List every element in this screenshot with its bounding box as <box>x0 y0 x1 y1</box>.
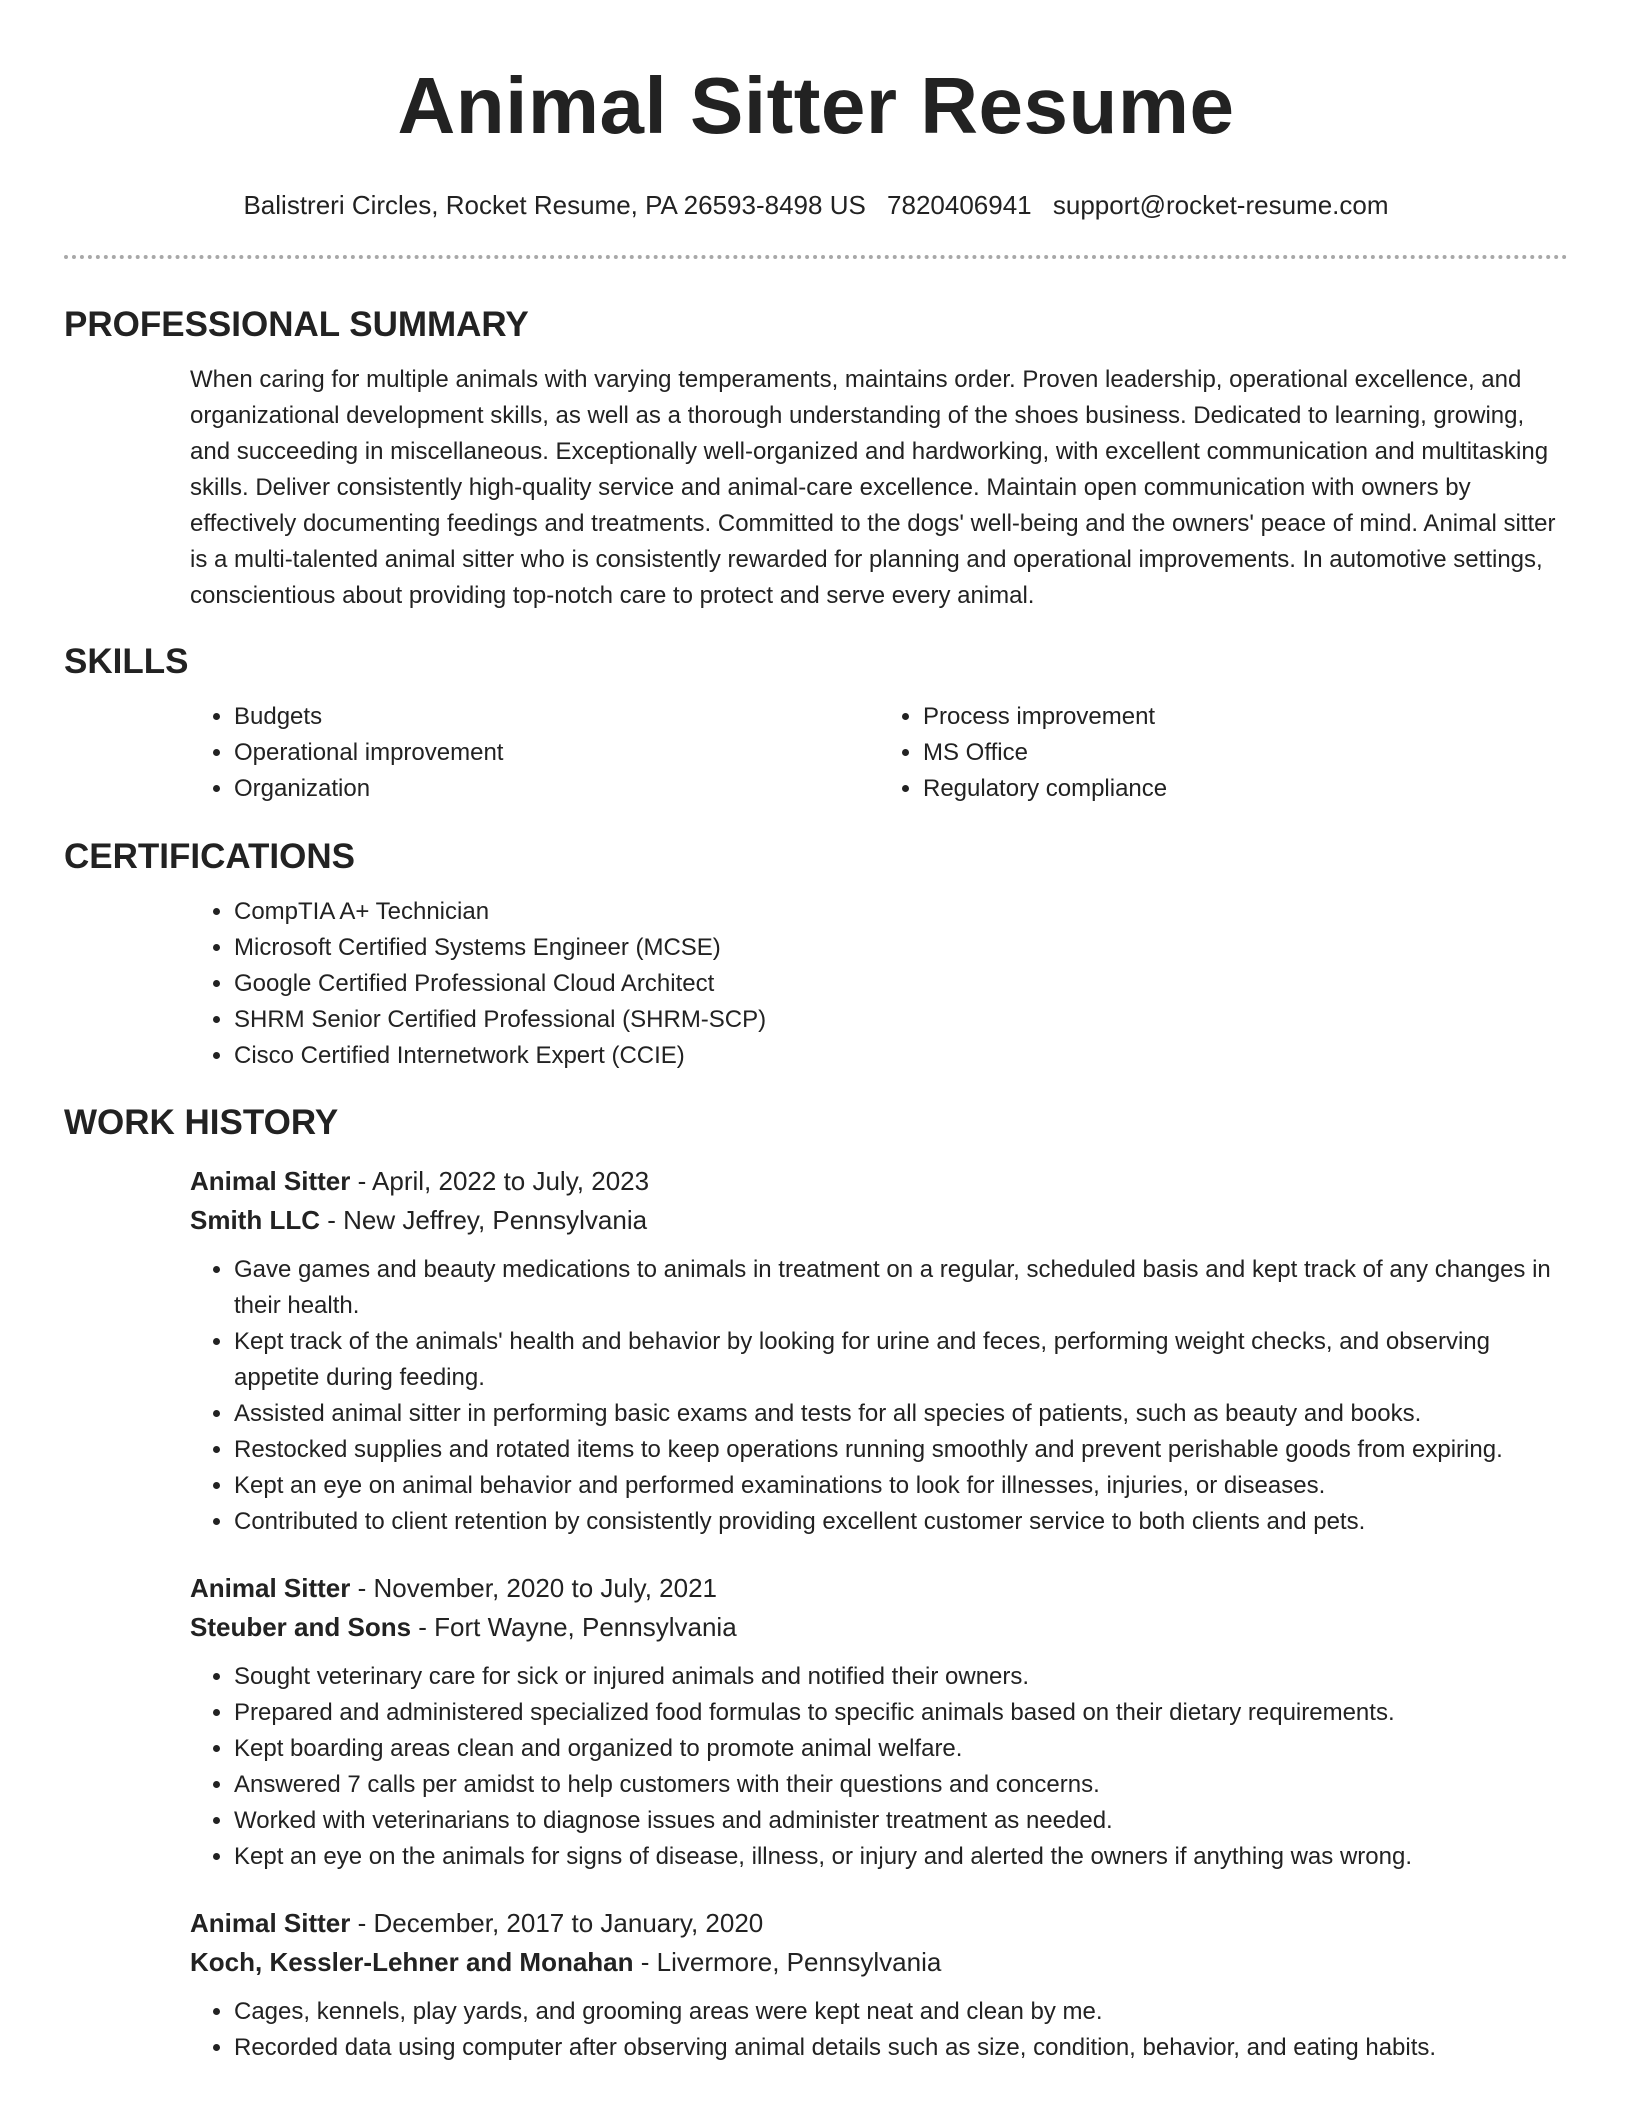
skill-item: • Budgets <box>234 699 879 735</box>
header-divider <box>64 255 1568 259</box>
job-company-line <box>190 1201 1568 1240</box>
job-bullet: • Kept an eye on the animals for signs of disease, illness, or injury and alerted the owners if anything was wrong. <box>234 1839 1568 1875</box>
resume-page <box>64 0 1568 2066</box>
skill-item: • Operational improvement <box>234 735 879 771</box>
job-bullet: • Worked with veterinarians to diagnose issues and administer treatment as needed. <box>234 1803 1568 1839</box>
job-company: Smith LLC <box>190 1205 320 1235</box>
job-role: Animal Sitter <box>190 1908 351 1938</box>
email: support@rocket-resume.com <box>1052 190 1389 220</box>
job-bullet: • Answered 7 calls per amidst to help customers with their questions and concerns. <box>234 1767 1568 1803</box>
skill-item: • MS Office <box>923 735 1568 771</box>
summary-section <box>64 303 1568 614</box>
skill-item: • Organization <box>234 771 879 807</box>
job-role: Animal Sitter <box>190 1166 351 1196</box>
resume-title: Animal Sitter Resume <box>397 61 1235 150</box>
job-bullet: • Prepared and administered specialized food formulas to specific animals based on their dietary requirements. <box>234 1695 1568 1731</box>
certifications-section <box>64 835 1568 1074</box>
skill-item: • Regulatory compliance <box>923 771 1568 807</box>
job-location: - Livermore, Pennsylvania <box>633 1947 942 1977</box>
certifications-heading: CERTIFICATIONS <box>64 837 356 876</box>
job-company-line <box>190 1943 1568 1982</box>
work-history-section <box>64 1101 1568 2066</box>
job-title-line <box>190 1904 1568 1943</box>
job-bullet: • Recorded data using computer after observing animal details such as size, condition, behavior, and eating habits. <box>234 2030 1568 2066</box>
job-dates: - April, 2022 to July, 2023 <box>350 1166 650 1196</box>
address: Balistreri Circles, Rocket Resume, PA 26593-8498 US <box>243 190 866 220</box>
certification-item: • CompTIA A+ Technician <box>234 894 1568 930</box>
job-bullet: • Assisted animal sitter in performing basic exams and tests for all species of patients, such as beauty and books. <box>234 1396 1568 1432</box>
skills-list-right <box>879 699 1568 807</box>
job-location: - New Jeffrey, Pennsylvania <box>320 1205 648 1235</box>
job-company: Steuber and Sons <box>190 1612 412 1642</box>
skills-list-left <box>190 699 879 807</box>
job-bullet: • Kept track of the animals' health and behavior by looking for urine and feces, performing weight checks, and observing appetite during feeding. <box>234 1324 1568 1396</box>
skill-item: • Process improvement <box>923 699 1568 735</box>
skills-section <box>64 640 1568 807</box>
certification-item: • SHRM Senior Certified Professional (SHRM-SCP) <box>234 1002 1568 1038</box>
summary-text: When caring for multiple animals with varying temperaments, maintains order. Proven leadership, operational excellence, and organizational development skills, as well as a thorough understanding of the shoes business. Dedicated to learning, growing, and succeeding in miscellaneous. Exceptionally well-organized and hardworking, with excellent communication and multitasking skills. Deliver consistently high-quality service and animal-care excellence. Maintain open communication with owners by effectively documenting feedings and treatments. Committed to the dogs' well-being and the owners' peace of mind. Animal sitter is a multi-talented animal sitter who is consistently rewarded for planning and operational improvements. In automotive settings, conscientious about providing top-notch care to protect and serve every animal. <box>190 366 1556 609</box>
job-role: Animal Sitter <box>190 1573 351 1603</box>
job-bullet: • Contributed to client retention by consistently providing excellent customer service to both clients and pets. <box>234 1504 1568 1540</box>
job-dates: - November, 2020 to July, 2021 <box>350 1573 717 1603</box>
job-entry <box>190 1904 1568 2066</box>
job-bullet: • Gave games and beauty medications to animals in treatment on a regular, scheduled basis and kept track of any changes in their health. <box>234 1252 1568 1324</box>
job-location: - Fort Wayne, Pennsylvania <box>411 1612 737 1642</box>
job-bullet: • Kept boarding areas clean and organized to promote animal welfare. <box>234 1731 1568 1767</box>
job-company: Koch, Kessler-Lehner and Monahan <box>190 1947 634 1977</box>
job-company-line <box>190 1608 1568 1647</box>
certification-item: • Google Certified Professional Cloud Architect <box>234 966 1568 1002</box>
phone: 7820406941 <box>887 190 1032 220</box>
job-entry <box>190 1569 1568 1875</box>
job-bullet: • Cages, kennels, play yards, and grooming areas were kept neat and clean by me. <box>234 1994 1568 2030</box>
skills-heading: SKILLS <box>64 642 189 681</box>
work-history-heading: WORK HISTORY <box>64 1103 339 1142</box>
job-title-line <box>190 1162 1568 1201</box>
job-entry <box>190 1162 1568 1540</box>
job-bullets <box>190 1994 1568 2066</box>
job-title-line <box>190 1569 1568 1608</box>
job-dates: - December, 2017 to January, 2020 <box>350 1908 764 1938</box>
job-bullets <box>190 1659 1568 1875</box>
job-bullets <box>190 1252 1568 1540</box>
job-bullet: • Sought veterinary care for sick or injured animals and notified their owners. <box>234 1659 1568 1695</box>
job-bullet: • Restocked supplies and rotated items to keep operations running smoothly and prevent perishable goods from expiring. <box>234 1432 1568 1468</box>
summary-heading: PROFESSIONAL SUMMARY <box>64 305 529 344</box>
certification-item: • Cisco Certified Internetwork Expert (CCIE) <box>234 1038 1568 1074</box>
contact-line <box>64 188 1568 222</box>
job-bullet: • Kept an eye on animal behavior and performed examinations to look for illnesses, injuries, or diseases. <box>234 1468 1568 1504</box>
certifications-list <box>190 894 1568 1074</box>
certification-item: • Microsoft Certified Systems Engineer (MCSE) <box>234 930 1568 966</box>
